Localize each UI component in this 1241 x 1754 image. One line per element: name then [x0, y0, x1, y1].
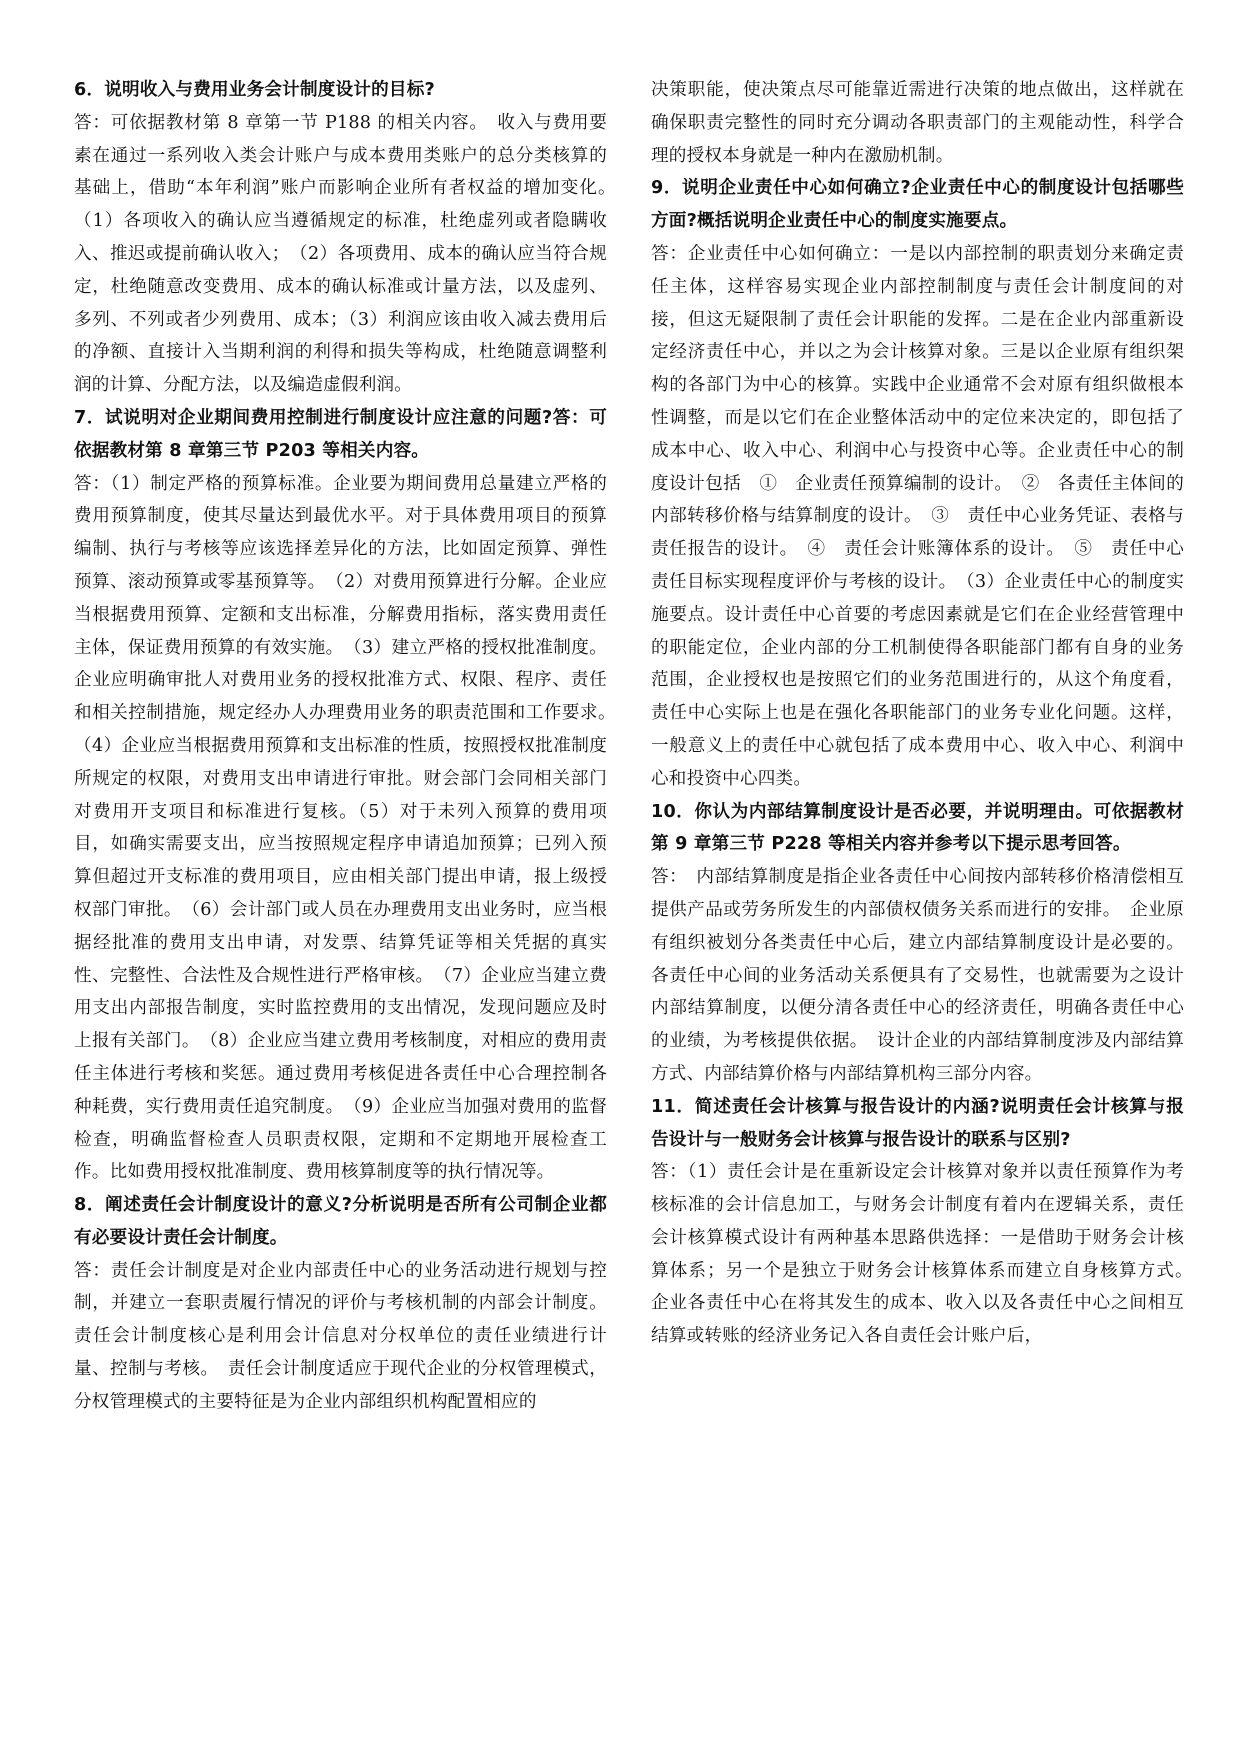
question-10: 10．你认为内部结算制度设计是否必要，并说明理由。可依据教材第 9 章第三节 P228 等相关内容并参考以下提示思考回答。 — [651, 801, 1184, 855]
answer-8-continued: 决策职能，使决策点尽可能靠近需进行决策的地点做出，这样就在确保职责完整性的同时充分调动各职责部门的主观能动性，科学合理的授权本身就是一种内在激励机制。 — [651, 80, 1184, 166]
answer-10: 答： 内部结算制度是指企业各责任中心间按内部转移价格清偿相互提供产品或劳务所发生的内部债权债务关系而进行的安排。 企业原有组织被划分各类责任中心后，建立内部结算制度设计是必要的。各责任中心间的业务活动关系便具有了交易性，也就需要为之设计内部结算制度，以便分清各责任中心的经济责任，明确各责任中心的业绩，为考核提供依据。 设计企业的内部结算制度涉及内部结算方式、内部结算价格与内部结算机构三部分内容。 — [651, 867, 1184, 1084]
question-9: 9．说明企业责任中心如何确立?企业责任中心的制度设计包括哪些方面?概括说明企业责任中心的制度实施要点。 — [651, 178, 1184, 232]
answer-8: 答：责任会计制度是对企业内部责任中心的业务活动进行规划与控制，并建立一套职责履行情况的评价与考核机制的内部会计制度。责任会计制度核心是利用会计信息对分权单位的责任业绩进行计量、控制与考核。 责任会计制度适应于现代企业的分权管理模式，分权管理模式的主要特征是为企业内部组织机构配置相应的 — [74, 1260, 607, 1412]
answer-6: 答：可依据教材第 8 章第一节 P188 的相关内容。 收入与费用要素在通过一系列收入类会计账户与成本费用类账户的总分类核算的基础上，借助“本年利润”账户而影响企业所有者权益的增加变化。 （1）各项收入的确认应当遵循规定的标准，杜绝虚列或者隐瞒收入、推迟或提前确认收入； （2）各项费用、成本的确认应当符合规定，杜绝随意改变费用、成本的确认标准或计量方法，以及虚列、多列、不列或者少列费用、成本；（3）利润应该由收入减去费用后的净额、直接计入当期利润的利得和损失等构成，杜绝随意调整利润的计算、分配方法，以及编造虚假利润。 — [74, 112, 625, 396]
question-6: 6．说明收入与费用业务会计制度设计的目标? — [74, 80, 435, 100]
question-7: 7．试说明对企业期间费用控制进行制度设计应注意的问题?答：可依据教材第 8 章第三节 P203 等相关内容。 — [74, 407, 607, 461]
question-8: 8．阐述责任会计制度设计的意义?分析说明是否所有公司制企业都有必要设计责任会计制度。 — [74, 1195, 607, 1248]
right-column — [651, 74, 1202, 1714]
answer-7: 答：（1）制定严格的预算标准。企业要为期间费用总量建立严格的费用预算制度，使其尽量达到最优水平。对于具体费用项目的预算编制、执行与考核等应该选择差异化的方法，比如固定预算、弹性预算、滚动预算或零基预算等。 （2）对费用预算进行分解。企业应当根据费用预算、定额和支出标准，分解费用指标，落实费用责任主体，保证费用预算的有效实施。 （3）建立严格的授权批准制度。企业应明确审批人对费用业务的授权批准方式、权限、程序、责任和相关控制措施，规定经办人办理费用业务的职责范围和工作要求。 （4）企业应当根据费用预算和支出标准的性质，按照授权批准制度所规定的权限，对费用支出申请进行审批。财会部门会同相关部门对费用开支项目和标准进行复核。（5）对于未列入预算的费用项目，如确实需要支出，应当按照规定程序申请追加预算；已列入预算但超过开支标准的费用项目，应由相关部门提出申请，报上级授权部门审批。 （6）会计部门或人员在办理费用支出业务时，应当根据经批准的费用支出申请，对发票、结算凭证等相关凭据的真实性、完整性、合法性及合规性进行严格审核。 （7）企业应当建立费用支出内部报告制度，实时监控费用的支出情况，发现问题应及时上报有关部门。 （8）企业应当建立费用考核制度，对相应的费用责任主体进行考核和奖惩。通过费用考核促进各责任中心合理控制各种耗费，实行费用责任追究制度。 （9）企业应当加强对费用的监督检查，明确监督检查人员职责权限，定期和不定期地开展检查工作。比如费用授权批准制度、费用核算制度等的执行情况等。 — [74, 473, 625, 1183]
question-11: 11．简述责任会计核算与报告设计的内涵?说明责任会计核算与报告设计与一般财务会计核算与报告设计的联系与区别? — [651, 1096, 1184, 1150]
document-page — [74, 74, 1202, 1714]
left-column — [74, 74, 625, 1714]
answer-11: 答：（1）责任会计是在重新设定会计核算对象并以责任预算作为考核标准的会计信息加工，与财务会计制度有着内在逻辑关系，责任会计核算模式设计有两种基本思路供选择：一是借助于财务会计核算体系；另一个是独立于财务会计核算体系而建立自身核算方式。 企业各责任中心在将其发生的成本、收入以及各责任中心之间相互结算或转账的经济业务记入各自责任会计账户后， — [651, 1162, 1202, 1347]
answer-9: 答：企业责任中心如何确立：一是以内部控制的职责划分来确定责任主体，这样容易实现企业内部控制制度与责任会计制度间的对接，但这无疑限制了责任会计职能的发挥。二是在企业内部重新设定经济责任中心，并以之为会计核算对象。三是以企业原有组织架构的各部门为中心的核算。实践中企业通常不会对原有组织做根本性调整，而是以它们在企业整体活动中的定位来决定的，即包括了成本中心、收入中心、利润中心与投资中心等。企业责任中心的制度设计包括 ① 企业责任预算编制的设计。 ② 各责任主体间的内部转移价格与结算制度的设计。 ③ 责任中心业务凭证、表格与责任报告的设计。 ④ 责任会计账簿体系的设计。 ⑤ 责任中心责任目标实现程度评价与考核的设计。 （3）企业责任中心的制度实施要点。设计责任中心首要的考虑因素就是它们在企业经营管理中的职能定位，企业内部的分工机制使得各职能部门都有自身的业务范围，企业授权也是按照它们的业务范围进行的，从这个角度看，责任中心实际上也是在强化各职能部门的业务专业化问题。这样，一般意义上的责任中心就包括了成本费用中心、收入中心、利润中心和投资中心四类。 — [651, 243, 1184, 789]
